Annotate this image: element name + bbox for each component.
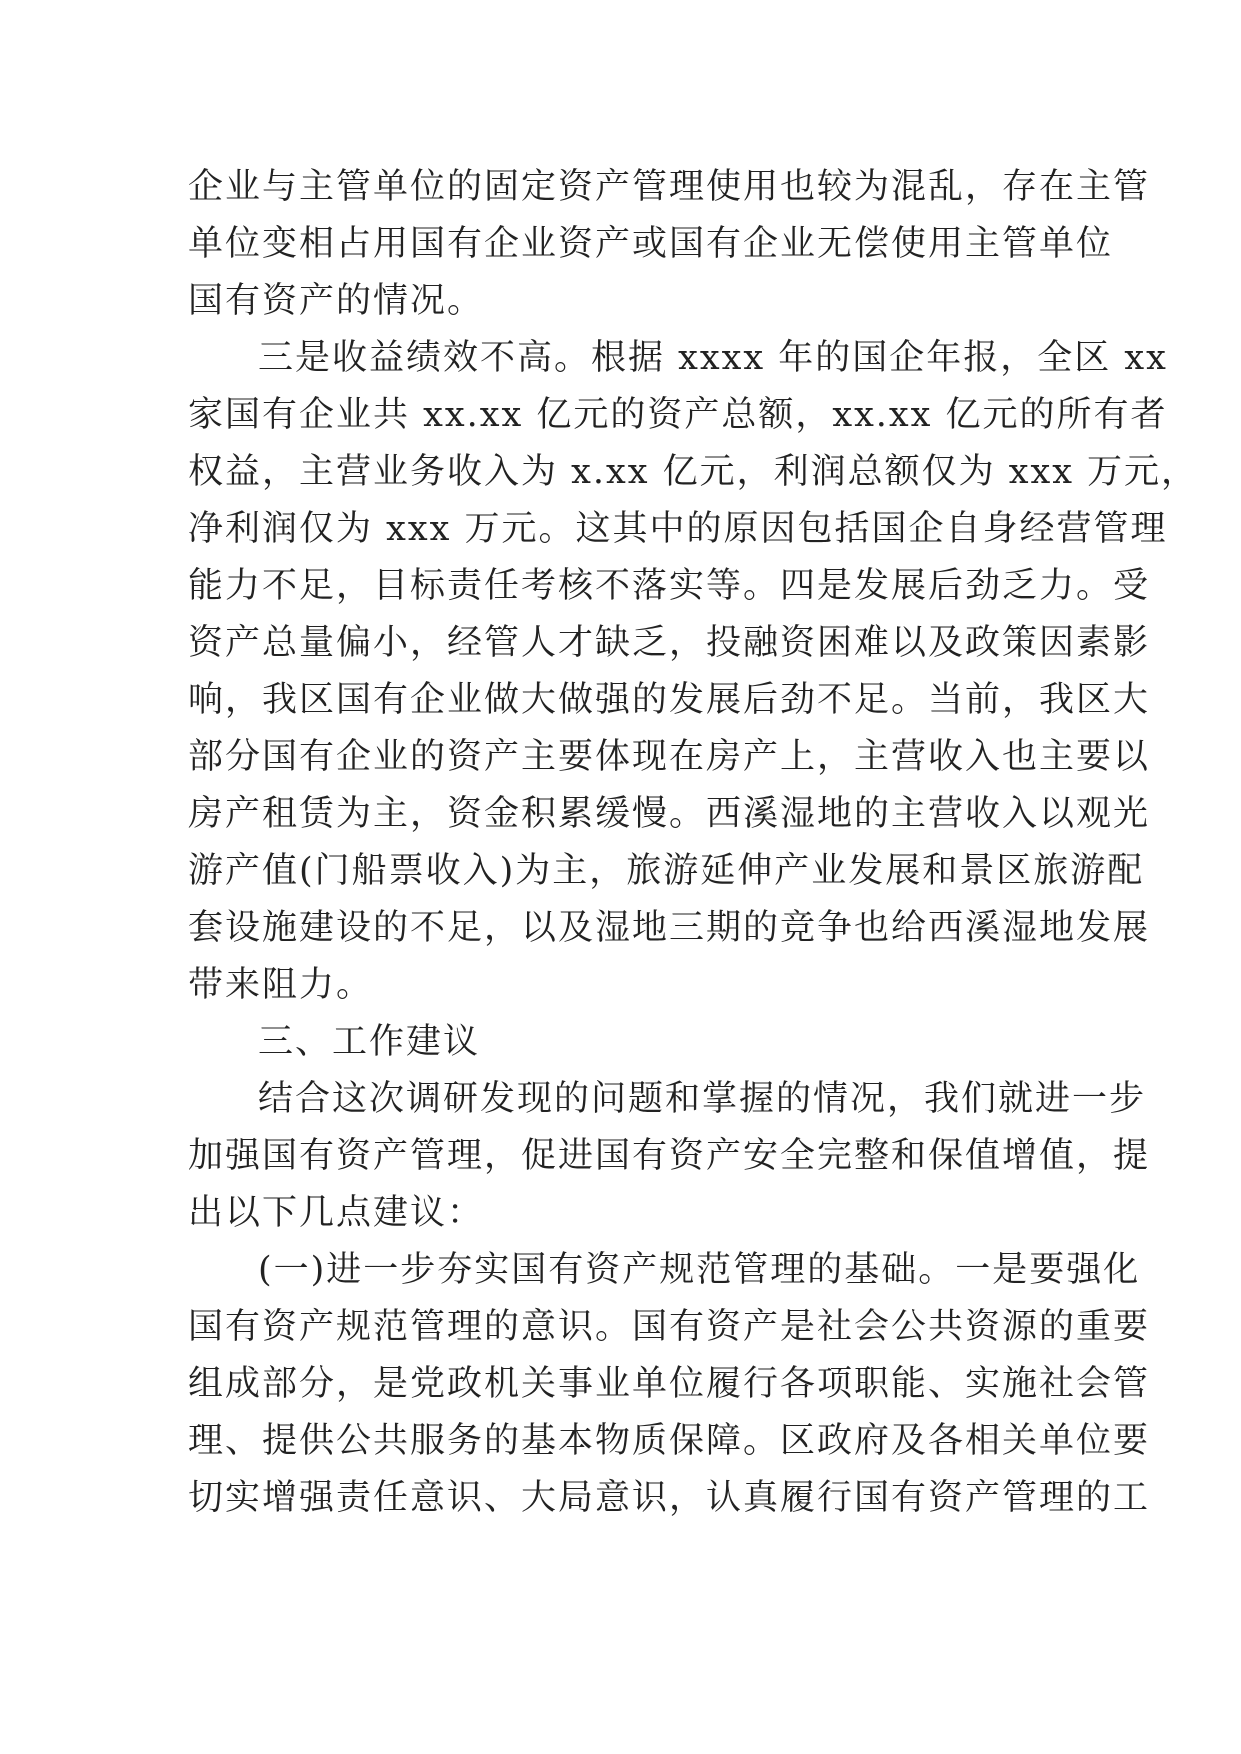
text-line: 套设施建设的不足，以及湿地三期的竞争也给西溪湿地发展 bbox=[188, 908, 1151, 948]
text-line: 响，我区国有企业做大做强的发展后劲不足。当前，我区大 bbox=[188, 680, 1151, 720]
paragraph-first-line: 结合这次调研发现的问题和掌握的情况，我们就进一步 bbox=[258, 1079, 1147, 1119]
text-line: 带来阻力。 bbox=[188, 965, 374, 1005]
section-heading: 三、工作建议 bbox=[258, 1022, 481, 1062]
text-line: 家国有企业共 xx.xx 亿元的资产总额，xx.xx 亿元的所有者 bbox=[188, 395, 1168, 435]
text-line: 房产租赁为主，资金积累缓慢。西溪湿地的主营收入以观光 bbox=[188, 794, 1151, 834]
text-line: 出以下几点建议： bbox=[188, 1193, 485, 1233]
text-line: 国有资产的情况。 bbox=[188, 281, 485, 321]
text-line: 权益，主营业务收入为 x.xx 亿元，利润总额仅为 xxx 万元， bbox=[188, 452, 1199, 492]
text-line: 部分国有企业的资产主要体现在房产上，主营收入也主要以 bbox=[188, 737, 1151, 777]
text-line: 净利润仅为 xxx 万元。这其中的原因包括国企自身经营管理 bbox=[188, 509, 1168, 549]
text-line: 加强国有资产管理，促进国有资产安全完整和保值增值，提 bbox=[188, 1136, 1151, 1176]
text-line: 能力不足，目标责任考核不落实等。四是发展后劲乏力。受 bbox=[188, 566, 1151, 606]
text-line: 单位变相占用国有企业资产或国有企业无偿使用主管单位 bbox=[188, 224, 1114, 264]
text-line: 理、提供公共服务的基本物质保障。区政府及各相关单位要 bbox=[188, 1421, 1151, 1461]
paragraph-first-line: 三是收益绩效不高。根据 xxxx 年的国企年报，全区 xx bbox=[258, 338, 1168, 378]
text-line: 国有资产规范管理的意识。国有资产是社会公共资源的重要 bbox=[188, 1307, 1151, 1347]
text-line: 组成部分，是党政机关事业单位履行各项职能、实施社会管 bbox=[188, 1364, 1151, 1404]
paragraph-first-line: (一)进一步夯实国有资产规范管理的基础。一是要强化 bbox=[258, 1250, 1141, 1290]
text-line: 企业与主管单位的固定资产管理使用也较为混乱，存在主管 bbox=[188, 167, 1151, 207]
text-line: 游产值(门船票收入)为主，旅游延伸产业发展和景区旅游配 bbox=[188, 851, 1145, 891]
text-line: 切实增强责任意识、大局意识，认真履行国有资产管理的工 bbox=[188, 1478, 1151, 1518]
text-line: 资产总量偏小，经管人才缺乏，投融资困难以及政策因素影 bbox=[188, 623, 1151, 663]
